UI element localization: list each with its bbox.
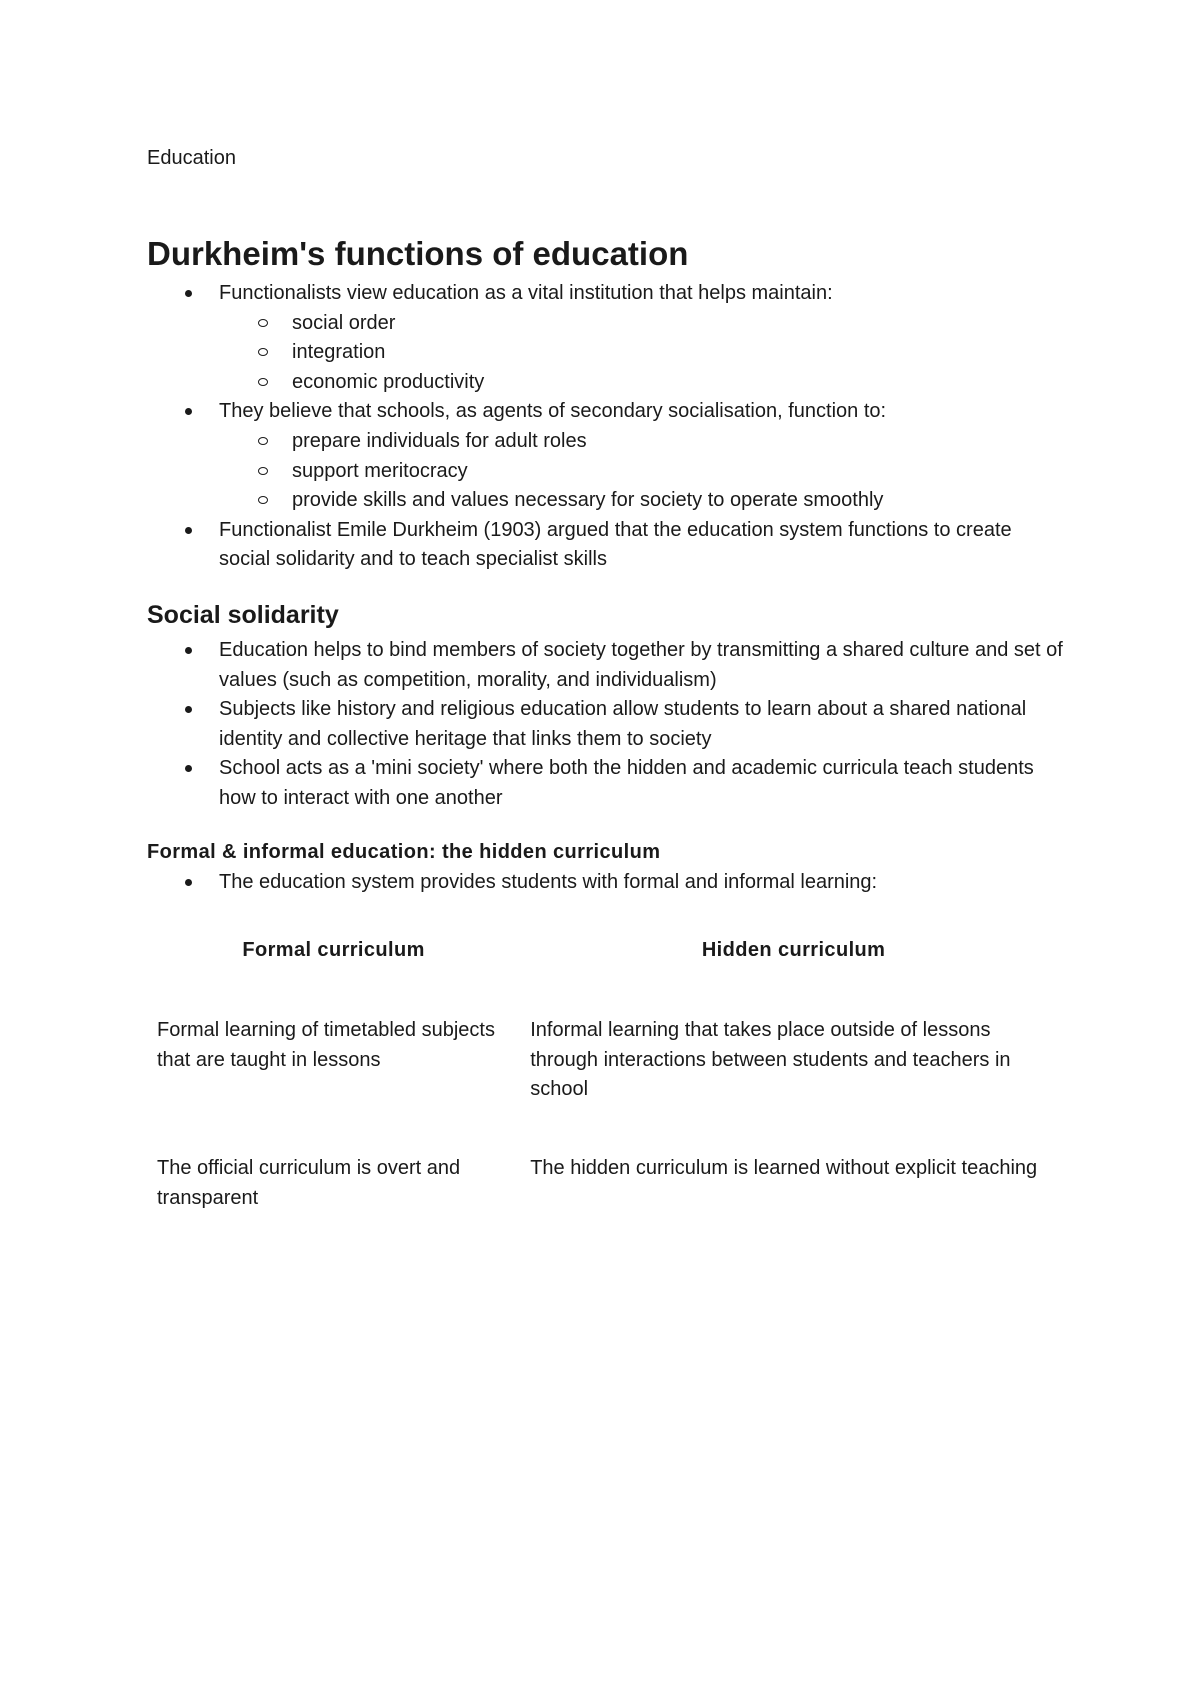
sub-bullet-item: social order [147,309,1067,339]
bullet-item: Subjects like history and religious education allow students to learn about a shared national identity and collective heritage that links them to society [147,695,1067,754]
sub-bullet-item: prepare individuals for adult roles [147,427,1067,457]
bullet-item: Functionalists view education as a vital institution that helps maintain: [147,279,1067,309]
document-label: Education [147,147,236,169]
hidden-curriculum-list [147,868,1067,898]
table-row [147,1016,1067,1154]
table-header-hidden: Hidden curriculum [701,939,886,961]
sub-bullet-item: economic productivity [147,368,1067,398]
sub-bullet-item: integration [147,338,1067,368]
bullet-item: School acts as a 'mini society' where both the hidden and academic curricula teach students how to interact with one another [147,754,1067,813]
sub-bullet-item: support meritocracy [147,457,1067,487]
table-cell: Formal learning of timetabled subjects that are taught in lessons [157,1019,495,1071]
section-heading-durkheim: Durkheim's functions of education [147,235,689,272]
table-cell: Informal learning that takes place outside of lessons through interactions between students and teachers in school [530,1019,1011,1101]
social-solidarity-list [147,636,1067,814]
bullet-item: The education system provides students with formal and informal learning: [147,868,1067,898]
curriculum-comparison-table [147,920,1067,1244]
table-row [147,1154,1067,1244]
section-heading-hidden-curriculum: Formal & informal education: the hidden curriculum [147,841,661,863]
durkheim-list [147,279,1067,575]
table-cell: The official curriculum is overt and transparent [157,1157,461,1209]
bullet-item: Functionalist Emile Durkheim (1903) argued that the education system functions to create social solidarity and to teach specialist skills [147,516,1067,575]
table-header-row [147,920,1067,1016]
bullet-item: Education helps to bind members of society together by transmitting a shared culture and set of values (such as competition, morality, and individualism) [147,636,1067,695]
sub-bullet-item: provide skills and values necessary for society to operate smoothly [147,486,1067,516]
table-header-formal: Formal curriculum [242,939,425,961]
section-heading-social-solidarity: Social solidarity [147,601,339,629]
bullet-item: They believe that schools, as agents of secondary socialisation, function to: [147,397,1067,427]
table-cell: The hidden curriculum is learned without explicit teaching [530,1157,1038,1179]
